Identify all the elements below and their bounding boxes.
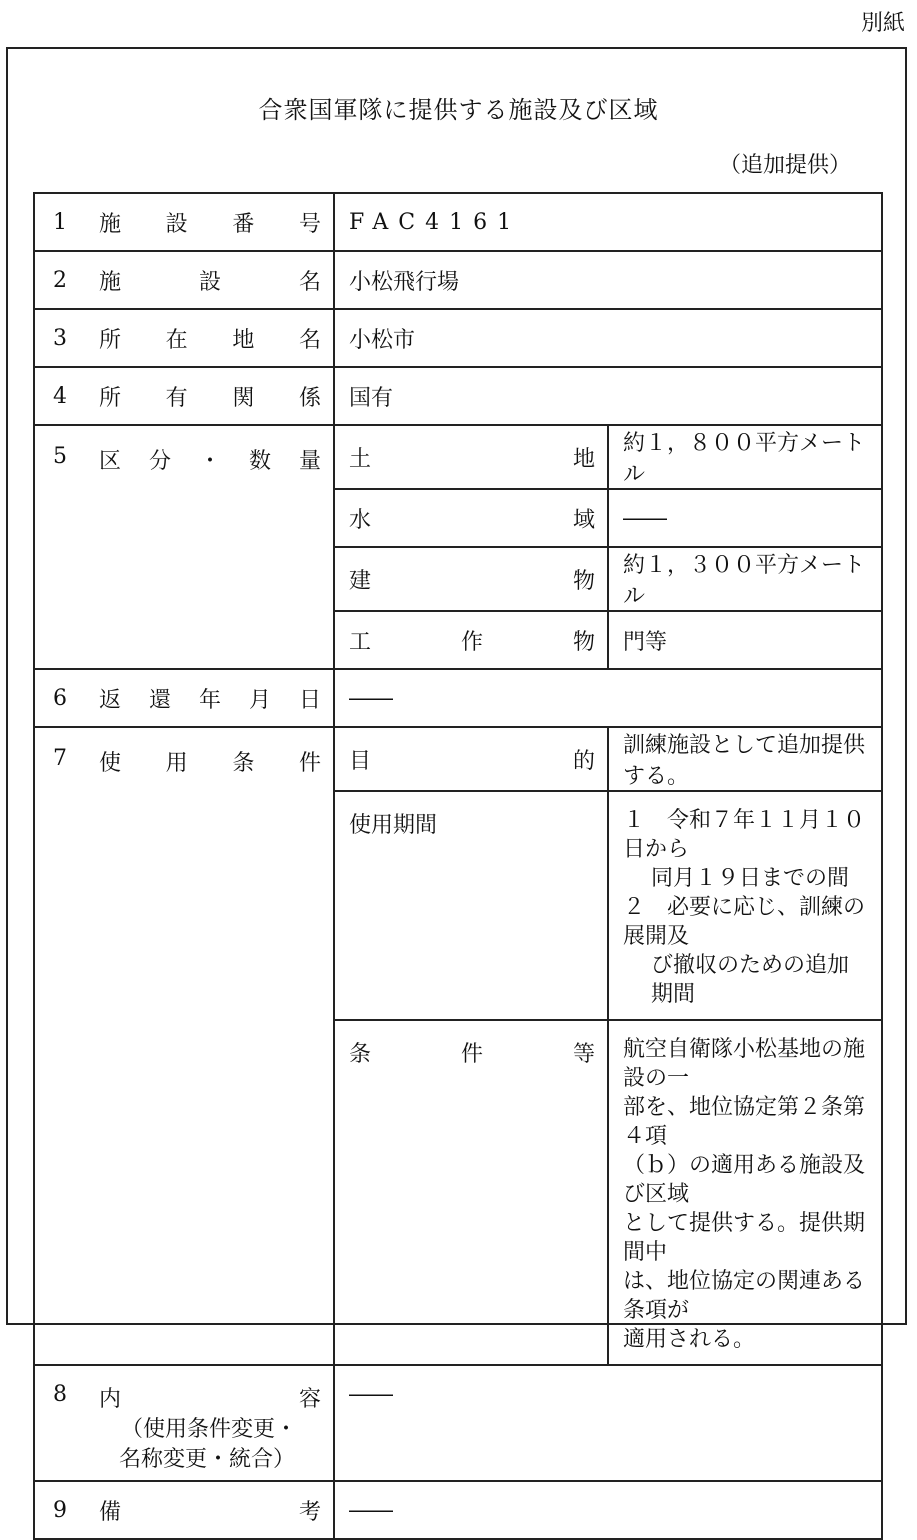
row-label: 使 用 条 件 xyxy=(99,751,321,776)
row-label: 所 有 関 係 xyxy=(99,385,321,411)
row-classification-land xyxy=(34,425,882,489)
row-label: 内 容 xyxy=(99,1387,321,1412)
row-label: 施 設 番 号 xyxy=(99,211,321,237)
row-number: 7 xyxy=(53,746,67,771)
row-number: 1 xyxy=(53,209,67,235)
row-label: 区 分 ・ 数 量 xyxy=(99,449,321,474)
building-value: 約１，３００平方メートル xyxy=(623,553,866,609)
row-number: 6 xyxy=(53,685,67,711)
structure-value: 門等 xyxy=(623,629,668,655)
row-number: 5 xyxy=(53,444,67,469)
conditions-label: 条 件 等 xyxy=(349,1042,595,1067)
period-value: １ 令和７年１１月１０日から 同月１９日までの間 ２ 必要に応じ、訓練の展開及 び撤収のための追加期間 xyxy=(623,808,866,1007)
row-remarks xyxy=(34,1481,882,1539)
ownership-value: 国有 xyxy=(349,385,394,411)
facility-number-value: FAC4161 xyxy=(349,209,522,235)
row-number: 4 xyxy=(53,383,67,409)
row-location xyxy=(34,309,882,367)
facility-table xyxy=(33,192,883,1540)
row-facility-number xyxy=(34,193,882,251)
facility-name-value: 小松飛行場 xyxy=(349,269,460,295)
structure-label: 工 作 物 xyxy=(349,629,595,655)
row-number: 8 xyxy=(53,1382,67,1407)
purpose-label: 目 的 xyxy=(349,748,595,774)
document-title: 合衆国軍隊に提供する施設及び区域 xyxy=(258,96,659,124)
period-label: 使用期間 xyxy=(349,813,438,838)
purpose-value: 訓練施設として追加提供する。 xyxy=(623,733,866,789)
return-date-value: ―― xyxy=(349,685,393,711)
row-ownership xyxy=(34,367,882,425)
corner-label: 別紙 xyxy=(860,11,905,36)
row-label: 返 還 年 月 日 xyxy=(99,687,321,713)
remarks-value: ―― xyxy=(349,1497,393,1523)
building-label: 建 物 xyxy=(349,568,595,594)
row-label: 備 考 xyxy=(99,1499,321,1525)
contents-value: ―― xyxy=(349,1382,393,1407)
row-label: 施 設 名 xyxy=(99,269,321,295)
document-subtitle: （追加提供） xyxy=(718,153,851,178)
land-label: 土 地 xyxy=(349,446,595,472)
location-value: 小松市 xyxy=(349,327,416,353)
water-value: ―― xyxy=(623,505,667,531)
conditions-value: 航空自衛隊小松基地の施設の一 部を、地位協定第２条第４項 （ｂ）の適用ある施設及び区域 として提供する。提供期間中 は、地位協定の関連ある条項が 適用される。 xyxy=(623,1037,866,1352)
row-number: 9 xyxy=(53,1497,67,1523)
contents-sub-label-1: （使用条件変更・ xyxy=(121,1417,298,1442)
row-facility-name xyxy=(34,251,882,309)
water-label: 水 域 xyxy=(349,507,595,533)
row-number: 2 xyxy=(53,267,67,293)
row-label: 所 在 地 名 xyxy=(99,327,321,353)
row-return-date xyxy=(34,669,882,727)
contents-sub-label-2: 名称変更・統合） xyxy=(119,1447,296,1472)
row-usage-purpose xyxy=(34,727,882,791)
row-contents xyxy=(34,1365,882,1481)
row-number: 3 xyxy=(53,325,67,351)
land-value: 約１，８００平方メートル xyxy=(623,431,866,487)
